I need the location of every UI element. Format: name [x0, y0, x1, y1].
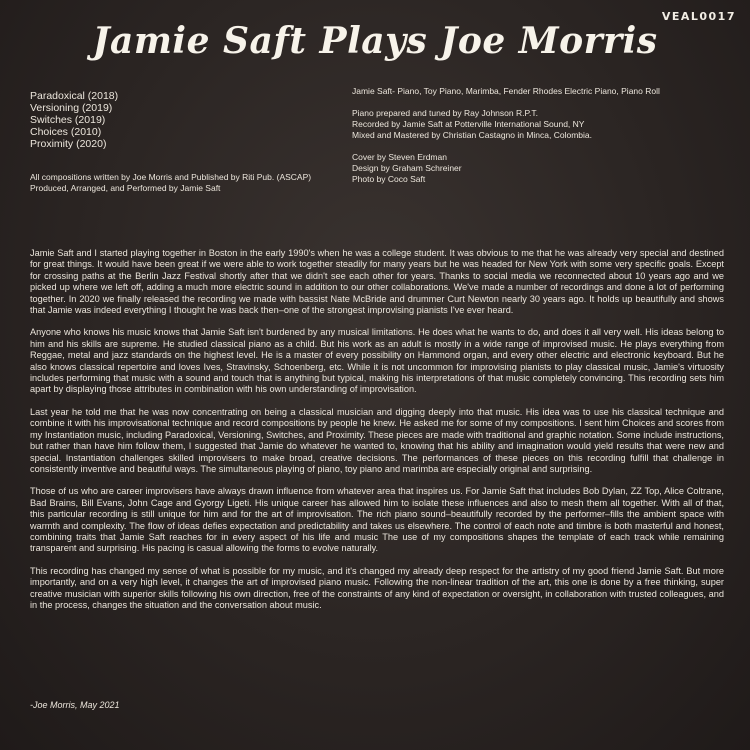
composition-credits	[30, 172, 330, 194]
credit-line: Produced, Arranged, and Performed by Jamie Saft	[30, 183, 221, 193]
instrument-credit: Jamie Saft- Piano, Toy Piano, Marimba, Fender Rhodes Electric Piano, Piano Roll	[352, 86, 660, 96]
liner-paragraph: Last year he told me that he was now concentrating on being a classical musician and digging deeply into that music. His idea was to use his classical technique and combine it with his improvisational technique and record compositions by people he knew. He asked me for some of my compositions. I sent him Choices and scores from my Instantiation music, including Paradoxical, Versioning, Switches, and Proximity. These pieces are made with traditional and graphic notation. Some include instructions, but rather than have him follow them, I suggested that Jamie do whatever he wanted to, knowing that his ability and imagination would yield results that were new and special. Instantiation challenges skilled improvisers to make broad, creative decisions. The performances of these pieces on this recording fulfill that challenge in consistently inventive and beautiful ways. The simultaneous playing of piano, toy piano and marimba are especially original and surprising.	[30, 406, 724, 474]
credit-line: Piano prepared and tuned by Ray Johnson R.P.T.	[352, 108, 539, 118]
liner-paragraph: Jamie Saft and I started playing together in Boston in the early 1990's when he was a college student. It was obvious to me that he was already very special and destined for great things. It would have been great if we were able to work together steadily for many years but he was headed for New York with some very specific goals. Except for crossing paths at the Berlin Jazz Festival shortly after that we didn't see each other for years. Thanks to social media we reconnected about 10 years ago and we picked up where we left off, adding a much more electric sound in addition to our other collaborations. We've made a number of recordings and done a lot of performing together. In 2020 we finally released the recording we made with bassist Nate McBride and drummer Curt Newton nearly 30 years ago. It holds up beautifully and shows that Jamie was indeed everything I thought he was back then–one of the strongest improvising pianists I've ever heard.	[30, 248, 724, 316]
credit-line: All compositions written by Joe Morris and Published by Riti Pub. (ASCAP)	[30, 172, 312, 182]
signature: -Joe Morris, May 2021	[30, 700, 120, 710]
track-item: Versioning (2019)	[30, 102, 113, 114]
credit-line: Cover by Steven Erdman	[352, 152, 447, 162]
liner-paragraph: Anyone who knows his music knows that Jamie Saft isn't burdened by any musical limitations. He does what he wants to do, and does it all very well. His ideas belong to him and his skills are supreme. He studied classical piano as a child. But his work as an adult is mostly in a wide range of improvised music. He plays everything from Reggae, metal and jazz standards on the highest level. He is a master of every possibility on Hammond organ, and every other electric and electronic keyboard. But he also knows classical repertoire and loves Ives, Stravinsky, Schoenberg, etc. While it is not uncommon for improvising pianists to play classical music, Jamie's virtuosity includes performing that music with a sound and touch that is anything but typical, making his interpretations of that music completely convincing. This recording sets him apart by displaying those attributes in combination with his own understanding of improvisation.	[30, 327, 724, 395]
credit-line: Photo by Coco Saft	[352, 174, 426, 184]
track-item: Paradoxical (2018)	[30, 90, 119, 102]
track-list	[30, 90, 118, 150]
liner-paragraph: Those of us who are career improvisers have always drawn influence from whatever area that inspires us. For Jamie Saft that includes Bob Dylan, ZZ Top, Alice Coltrane, Bad Brains, Bill Evans, John Cage and Gyorgy Ligeti. His unique career has allowed him to isolate these influences and also to mesh them all together. With all of that, this particular recording is still unique for him and for the art of improvisation. The rich piano sound–beautifully recorded by the performer–fills the ambient space with warmth and complexity. The flow of ideas defies expectation and predictability and takes us elsewhere. The control of each note and timbre is both masterful and honest, combining traits that Jamie Saft reaches for in every aspect of his life and music The use of my compositions shapes the template of each track while remaining transparent and surprising. His pacing is casual allowing the forms to evolve naturally.	[30, 486, 724, 554]
liner-paragraph: This recording has changed my sense of what is possible for my music, and it's changed my already deep respect for the artistry of my good friend Jamie Saft. But more importantly, and on a very high level, it changes the art of improvised piano music. Following the non-linear tradition of the art, this one is done by a free thinking, super creative musician with superior skills following his own direction, free of the constraints of any kind of expectation or oversight, in collaboration with trusted colleagues, and in the process, changes the situation and the conversation about music.	[30, 565, 724, 610]
catalog-number: VEAL0017	[661, 10, 736, 23]
credit-line: Recorded by Jamie Saft at Potterville International Sound, NY	[352, 119, 585, 129]
credit-line: Design by Graham Schreiner	[352, 163, 462, 173]
production-credits	[352, 86, 742, 185]
track-item: Choices (2010)	[30, 126, 102, 138]
liner-notes	[30, 248, 724, 622]
track-item: Switches (2019)	[30, 114, 106, 126]
credit-line: Mixed and Mastered by Christian Castagno in Minca, Colombia.	[352, 130, 593, 140]
album-title: Jamie Saft Plays Joe Morris	[92, 20, 658, 62]
track-item: Proximity (2020)	[30, 138, 107, 150]
